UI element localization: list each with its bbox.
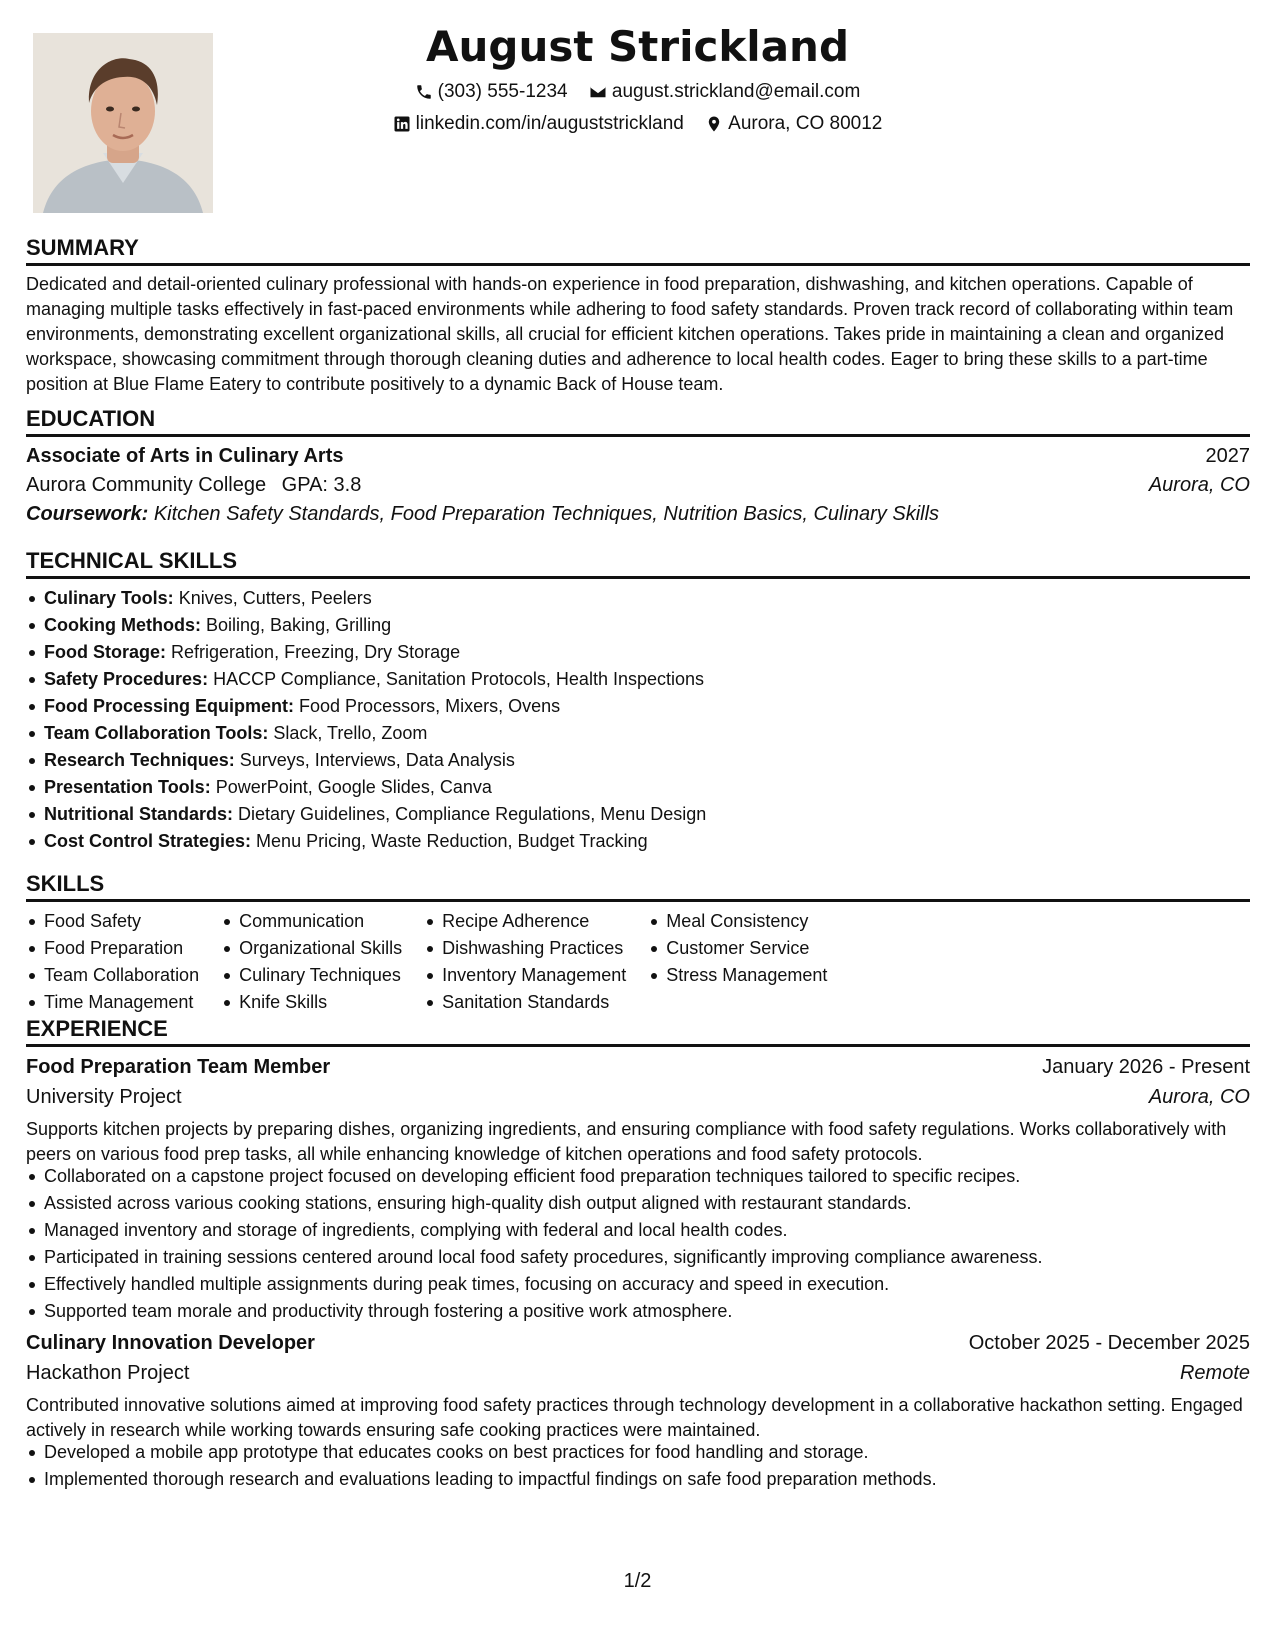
summary-text: Dedicated and detail-oriented culinary professional with hands-on experience in food preparation, dishwashing, and kitchen operations. Capable of managing multiple tasks effectively in fast-paced environments while adhering to food safety standards. Proven track record of collaborating within team environments, demonstrating excellent organizational skills, all crucial for efficient kitchen operations. Takes pride in maintaining a clean and organized workspace, showcasing commitment through thorough cleaning duties and adherence to local health codes. Eager to bring these skills to a part-time position at Blue Flame Eatery to contribute positively to a dynamic Back of House team. [26, 274, 1234, 394]
job-bullet: Managed inventory and storage of ingredients, complying with federal and local health codes. [26, 1217, 1043, 1244]
phone-contact[interactable] [415, 81, 568, 103]
email-contact[interactable] [589, 81, 860, 103]
coursework-list: Kitchen Safety Standards, Food Preparation Techniques, Nutrition Basics, Culinary Skills [153, 503, 940, 525]
skill-item: Sanitation Standards [424, 989, 626, 1016]
job-description: Contributed innovative solutions aimed at improving food safety practices through technology development in a collaborative hackathon setting. Engaged actively in research while working towards ensuring safe cooking practices were maintained. [26, 1395, 1243, 1440]
tech-skill-item: Safety Procedures: HACCP Compliance, Sanitation Protocols, Health Inspections [26, 666, 706, 693]
job-org: University Project [26, 1086, 182, 1108]
skills-heading: SKILLS [26, 871, 105, 896]
tech-skill-item: Team Collaboration Tools: Slack, Trello, Zoom [26, 720, 706, 747]
envelope-icon [589, 83, 607, 101]
summary-heading: SUMMARY [26, 235, 139, 260]
job-bullet: Developed a mobile app prototype that educates cooks on best practices for food handling and storage. [26, 1439, 937, 1466]
job-bullet: Supported team morale and productivity through fostering a positive work atmosphere. [26, 1298, 1043, 1325]
skills-column-1 [26, 908, 199, 1016]
skill-item: Recipe Adherence [424, 908, 626, 935]
location-contact [705, 113, 882, 135]
job-bullet: Participated in training sessions centered around local food safety procedures, significantly improving compliance awareness. [26, 1244, 1043, 1271]
job-bullets [26, 1163, 1043, 1325]
job-org: Hackathon Project [26, 1362, 190, 1384]
linkedin-text: linkedin.com/in/auguststrickland [415, 113, 684, 134]
contact-line-1 [0, 81, 1275, 107]
coursework-line [26, 503, 939, 526]
phone-text: (303) 555-1234 [437, 81, 568, 102]
school-location: Aurora, CO [1148, 474, 1250, 496]
skills-column-2 [221, 908, 402, 1016]
experience-divider [26, 1044, 1250, 1047]
school-line [26, 474, 361, 497]
job-title: Culinary Innovation Developer [26, 1332, 315, 1354]
job-bullet: Effectively handled multiple assignments during peak times, focusing on accuracy and speed in execution. [26, 1271, 1043, 1298]
tech-skill-item: Food Storage: Refrigeration, Freezing, Dry Storage [26, 639, 706, 666]
location-text: Aurora, CO 80012 [728, 113, 883, 134]
email-text: august.strickland@email.com [611, 81, 861, 102]
experience-heading: EXPERIENCE [26, 1016, 168, 1041]
candidate-name: August Strickland [425, 22, 850, 71]
skill-item: Stress Management [648, 962, 827, 989]
skill-item: Inventory Management [424, 962, 626, 989]
contact-line-2 [0, 113, 1275, 139]
education-heading: EDUCATION [26, 406, 156, 431]
skill-item: Meal Consistency [648, 908, 827, 935]
tech-skill-item: Culinary Tools: Knives, Cutters, Peelers [26, 585, 706, 612]
job-bullet: Collaborated on a capstone project focused on developing efficient food preparation techniques tailored to specific recipes. [26, 1163, 1043, 1190]
tech-skill-item: Presentation Tools: PowerPoint, Google Slides, Canva [26, 774, 706, 801]
education-divider [26, 434, 1250, 437]
job-description: Supports kitchen projects by preparing dishes, organizing ingredients, and ensuring compliance with food safety regulations. Works collaboratively with peers on various food prep tasks, all while enhancing knowledge of kitchen operations and food safety protocols. [26, 1119, 1227, 1164]
linkedin-contact[interactable] [393, 113, 684, 135]
gpa: GPA: 3.8 [281, 474, 362, 496]
degree-title: Associate of Arts in Culinary Arts [26, 445, 344, 467]
job-location: Aurora, CO [1148, 1086, 1250, 1108]
skill-item: Knife Skills [221, 989, 402, 1016]
coursework-label: Coursework: [26, 503, 149, 525]
graduation-year: 2027 [1205, 445, 1250, 467]
skill-item: Communication [221, 908, 402, 935]
tech-skill-item: Food Processing Equipment: Food Processors, Mixers, Ovens [26, 693, 706, 720]
skills-columns [26, 908, 849, 1016]
job-bullet: Implemented thorough research and evaluations leading to impactful findings on safe food preparation methods. [26, 1466, 937, 1493]
skill-item: Food Safety [26, 908, 199, 935]
skill-item: Food Preparation [26, 935, 199, 962]
skill-item: Time Management [26, 989, 199, 1016]
page-number: 1/2 [623, 1570, 652, 1592]
summary-divider [26, 263, 1250, 266]
phone-icon [415, 83, 433, 101]
technical-skills-heading: TECHNICAL SKILLS [26, 548, 238, 573]
skills-divider [26, 899, 1250, 902]
skill-item: Dishwashing Practices [424, 935, 626, 962]
linkedin-icon [393, 115, 411, 133]
job-dates: October 2025 - December 2025 [968, 1332, 1250, 1354]
technical-skills-divider [26, 576, 1250, 579]
job-bullet: Assisted across various cooking stations, ensuring high-quality dish output aligned with restaurant standards. [26, 1190, 1043, 1217]
tech-skill-item: Nutritional Standards: Dietary Guidelines, Compliance Regulations, Menu Design [26, 801, 706, 828]
skill-item: Organizational Skills [221, 935, 402, 962]
skill-item: Culinary Techniques [221, 962, 402, 989]
tech-skill-item: Cooking Methods: Boiling, Baking, Grilling [26, 612, 706, 639]
school-name: Aurora Community College [26, 474, 267, 496]
job-bullets [26, 1439, 937, 1493]
job-title: Food Preparation Team Member [26, 1056, 331, 1078]
technical-skills-list [26, 585, 706, 855]
skills-column-3 [424, 908, 626, 1016]
job-location: Remote [1179, 1362, 1250, 1384]
tech-skill-item: Research Techniques: Surveys, Interviews, Data Analysis [26, 747, 706, 774]
skill-item: Customer Service [648, 935, 827, 962]
tech-skill-item: Cost Control Strategies: Menu Pricing, Waste Reduction, Budget Tracking [26, 828, 706, 855]
skills-column-4 [648, 908, 827, 1016]
skill-item: Team Collaboration [26, 962, 199, 989]
job-dates: January 2026 - Present [1042, 1056, 1250, 1078]
map-pin-icon [705, 115, 723, 133]
